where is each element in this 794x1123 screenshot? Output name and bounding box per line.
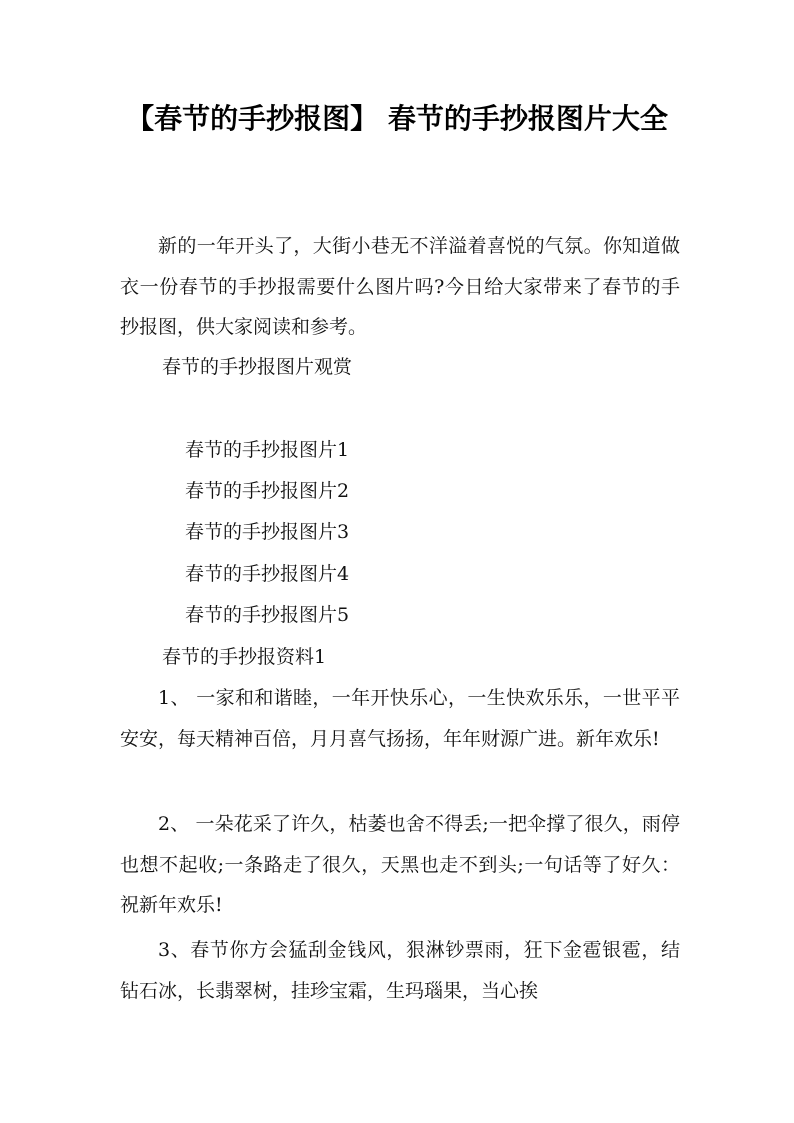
- material-heading: 春节的手抄报资料1: [162, 646, 327, 668]
- image-caption-2: 春节的手抄报图片2: [185, 480, 350, 502]
- list-item-3: 3、春节你方会猛刮金钱风，狠淋钞票雨，狂下金雹银雹，结钻石冰，长翡翠树，挂珍宝霜，生玛瑙果，当心挨: [120, 939, 680, 1002]
- intro-paragraph: 新的一年开头了，大街小巷无不洋溢着喜悦的气氛。你知道做衣一份春节的手抄报需要什么图片吗?今日给大家带来了春节的手抄报图，供大家阅读和参考。: [120, 235, 680, 338]
- list-item-1: 1、 一家和和谐睦，一年开快乐心，一生快欢乐乐，一世平平安安，每天精神百倍，月月喜气扬扬，年年财源广进。新年欢乐!: [120, 687, 680, 750]
- image-caption-5: 春节的手抄报图片5: [185, 604, 350, 626]
- image-caption-3: 春节的手抄报图片3: [185, 521, 350, 543]
- image-caption-1: 春节的手抄报图片1: [185, 439, 350, 461]
- section-heading: 春节的手抄报图片观赏: [162, 356, 353, 378]
- image-caption-4: 春节的手抄报图片4: [185, 563, 350, 585]
- document-title: 【春节的手抄报图】 春节的手抄报图片大全: [126, 102, 668, 135]
- list-item-2: 2、 一朵花采了许久，枯萎也舍不得丢;一把伞撑了很久，雨停也想不起收;一条路走了很久，天黑也走不到头;一句话等了好久：祝新年欢乐!: [120, 813, 680, 916]
